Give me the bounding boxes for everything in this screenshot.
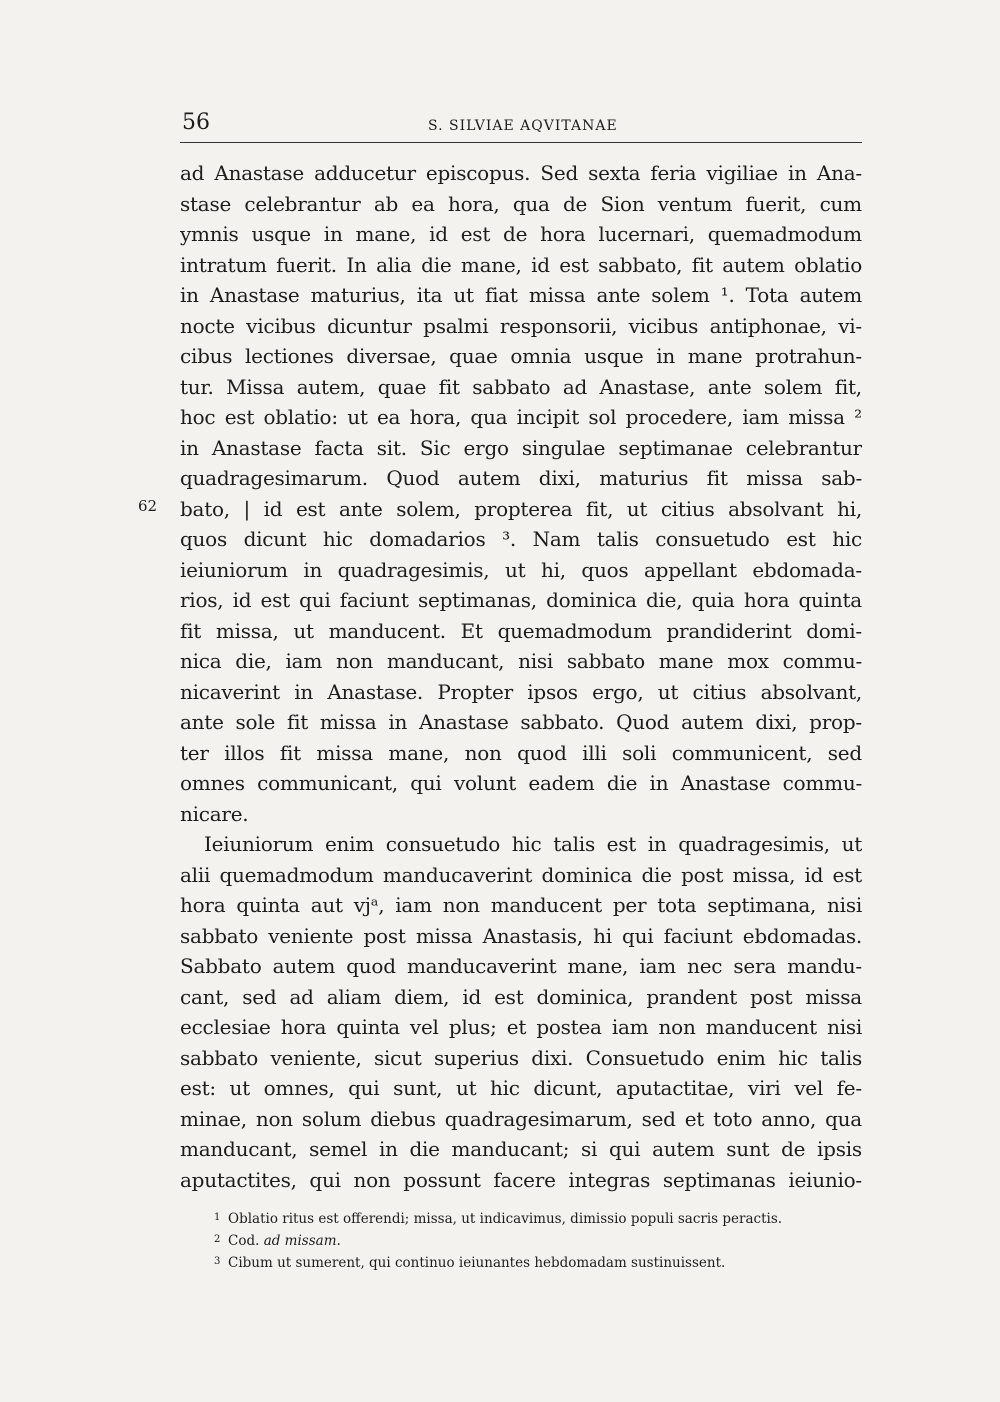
footnote-1 bbox=[214, 1207, 864, 1229]
footnote-marker: 3 bbox=[214, 1256, 221, 1267]
text-line: ante sole fit missa in Anastase sabbato. Quod autem dixi, prop- bbox=[180, 710, 862, 734]
text-line: alii quemadmodum manducaverint dominica die post missa, id est bbox=[180, 862, 862, 887]
text-line: quos dicunt hic domadarios ³. Nam talis consuetudo est hic bbox=[180, 527, 862, 551]
text-line: bato, | id est ante solem, propterea fit, ut citius absolvant hi, bbox=[180, 496, 862, 521]
text-line: in Anastase facta sit. Sic ergo singulae septimanae celebrantur bbox=[180, 435, 862, 460]
page-number: 56 bbox=[182, 110, 210, 135]
footnote-marker: 1 bbox=[214, 1212, 221, 1223]
text-line: cant, sed ad aliam diem, id est dominica, prandent post missa bbox=[180, 984, 862, 1009]
text-line: nicare. bbox=[180, 801, 249, 826]
text-line: nocte vicibus dicuntur psalmi responsorii, vicibus antiphonae, vi- bbox=[180, 313, 862, 338]
text-line: ter illos fit missa mane, non quod illi soli communicent, sed bbox=[180, 740, 862, 765]
text-line: omnes communicant, qui volunt eadem die in Anastase commu- bbox=[180, 771, 862, 795]
footnote-text: Cibum ut sumerent, qui continuo ieiunantes hebdomadam sustinuissent. bbox=[228, 1255, 726, 1271]
footnote-3 bbox=[214, 1251, 864, 1273]
text-line: hora quinta aut vjᵃ, iam non manducent per tota septimana, nisi bbox=[180, 893, 862, 917]
footnote-marker: 2 bbox=[214, 1234, 221, 1245]
text-line: quadragesimarum. Quod autem dixi, maturius fit missa sab- bbox=[180, 466, 862, 490]
running-title: S. SILVIAE AQVITANAE bbox=[428, 118, 618, 134]
text-line: nicaverint in Anastase. Propter ipsos ergo, ut citius absolvant, bbox=[180, 679, 862, 704]
footnote-text-italic: ad missam. bbox=[263, 1233, 341, 1249]
text-line: rios, id est qui faciunt septimanas, dominica die, quia hora quinta bbox=[180, 588, 862, 612]
text-line: in Anastase maturius, ita ut fiat missa ante solem ¹. Tota autem bbox=[180, 283, 862, 307]
footnote-text: Cod. bbox=[228, 1233, 264, 1249]
running-head bbox=[180, 110, 862, 143]
text-line: ad Anastase adducetur episcopus. Sed sexta feria vigiliae in Ana- bbox=[180, 161, 862, 185]
text-line: hoc est oblatio: ut ea hora, qua incipit sol procedere, iam missa ² bbox=[180, 405, 862, 429]
main-text bbox=[180, 158, 862, 1195]
footnote-text: Oblatio ritus est offerendi; missa, ut indicavimus, dimissio populi sacris peractis. bbox=[228, 1211, 783, 1227]
text-line: sabbato veniente, sicut superius dixi. Consuetudo enim hic talis bbox=[180, 1045, 862, 1070]
text-line: minae, non solum diebus quadragesimarum, sed et toto anno, qua bbox=[180, 1106, 862, 1131]
text-line: aputactites, qui non possunt facere integras septimanas ieiunio- bbox=[180, 1167, 862, 1192]
footnote-2 bbox=[214, 1229, 864, 1251]
text-line: Ieiuniorum enim consuetudo hic talis est in quadragesimis, ut bbox=[204, 832, 862, 856]
text-line: tur. Missa autem, quae fit sabbato ad Anastase, ante solem fit, bbox=[180, 374, 862, 399]
text-line: ymnis usque in mane, id est de hora lucernari, quemadmodum bbox=[180, 222, 862, 246]
margin-reference-number: 62 bbox=[138, 497, 158, 515]
text-line: intratum fuerit. In alia die mane, id est sabbato, fit autem oblatio bbox=[180, 252, 862, 277]
text-line: cibus lectiones diversae, quae omnia usque in mane protrahun- bbox=[180, 344, 862, 368]
text-line: stase celebrantur ab ea hora, qua de Sion ventum fuerit, cum bbox=[180, 191, 862, 216]
text-line: ieiuniorum in quadragesimis, ut hi, quos appellant ebdomada- bbox=[180, 557, 862, 582]
text-line: ecclesiae hora quinta vel plus; et postea iam non manducent nisi bbox=[180, 1015, 862, 1039]
text-line: est: ut omnes, qui sunt, ut hic dicunt, aputactitae, viri vel fe- bbox=[180, 1076, 862, 1100]
text-line: fit missa, ut manducent. Et quemadmodum prandiderint domi- bbox=[180, 618, 862, 643]
footnotes bbox=[214, 1207, 864, 1273]
text-line: manducant, semel in die manducant; si qui autem sunt de ipsis bbox=[180, 1137, 862, 1161]
text-line: sabbato veniente post missa Anastasis, hi qui faciunt ebdomadas. bbox=[180, 923, 862, 948]
text-line: Sabbato autem quod manducaverint mane, iam nec sera mandu- bbox=[180, 954, 862, 978]
text-line: nica die, iam non manducant, nisi sabbato mane mox commu- bbox=[180, 649, 862, 673]
